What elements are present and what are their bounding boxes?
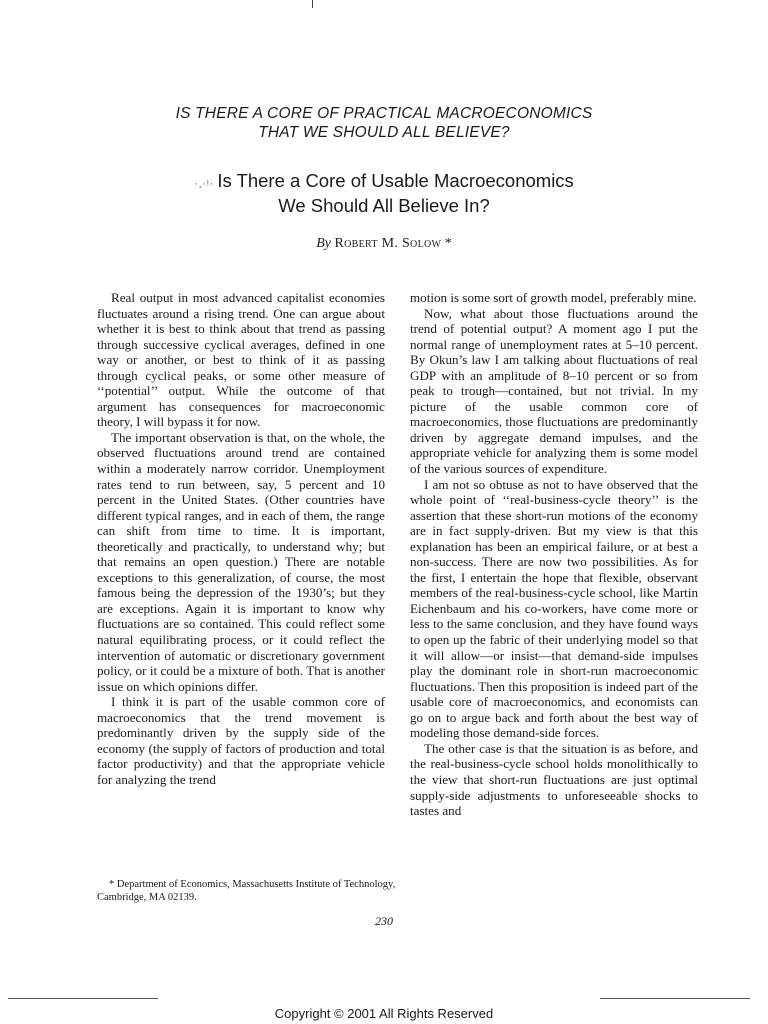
byline (0, 236, 768, 252)
byline-by: By (316, 236, 331, 251)
article-title-text-1: Is There a Core of Usable Macroeconomics (217, 170, 574, 191)
paragraph: The important observation is that, on the whole, the observed fluctuations around trend are contained within a moderately narrow corridor. Unemployment rates tend to run between, say, 5 percent and 10 percent in the United States. (Other countries have different typical ranges, and in each of them, the range can shift from time to time. It is important, theoretically and practically, to understand why; but that remains an open question.) There are notable exceptions to this generalization, of course, the most famous being the depression of the 1930’s; but they are exceptions. Again it is important to know why fluctuations are so contained. This could reflect some natural equilibrating process, or it could reflect the intervention of automatic or discretionary government policy, or it could be a mixture of both. That is another issue on which opinions differ. (97, 429, 385, 694)
title-scan-mark: ·‚·ᵎ· (194, 178, 215, 190)
section-title (0, 104, 768, 142)
article-title-line-2: We Should All Believe In? (278, 195, 490, 216)
scan-line-left (8, 998, 158, 999)
left-column (97, 290, 385, 788)
paragraph: Real output in most advanced capitalist economies fluctuates around a rising trend. One can argue about whether it is best to think about that trend as passing through successive cyclical averages, defined in one way or another, or best to think of it as passing through cyclical peaks, or some other measure of ‘‘potential’’ output. While the outcome of that argument has consequences for macroeconomic theory, I will bypass it for now. (97, 290, 385, 430)
page-number: 230 (375, 914, 393, 928)
article-title-line-1 (0, 170, 768, 195)
byline-author: Robert M. Solow (334, 236, 442, 251)
footnote: * Department of Economics, Massachusetts Institute of Technology, Cambridge, MA 02139. (97, 879, 396, 903)
paragraph: The other case is that the situation is as before, and the real-business-cycle school holds monolithically to the view that short-run fluctuations are just optimal supply-side adjustments to unforeseeable shocks to tastes and (410, 740, 698, 819)
scan-line-right (600, 998, 750, 999)
section-title-line-1: IS THERE A CORE OF PRACTICAL MACROECONOMICS (175, 105, 593, 122)
paragraph-continued: motion is some sort of growth model, preferably mine. (410, 290, 697, 305)
article-title (0, 170, 768, 217)
author-footnote-mark: * (441, 236, 452, 251)
paragraph: I am not so obtuse as not to have observed that the whole point of ‘‘real-business-cycle theory’’ is the assertion that these short-run motions of the economy are in fact supply-driven. But my view is that this explanation has been an empirical failure, or at best a non-success. There are now two possibilities. As for the first, I entertain the hope that flexible, observant members of the real-business-cycle school, like Martin Eichenbaum and his co-workers, have come more or less to the same conclusion, and they have found ways to open up the fabric of their underlying model so that it will allow—or insist—that demand-side impulses play the dominant role in short-run macroeconomic fluctuations. Then this proposition is indeed part of the usable core of macroeconomics, and economists can go on to argue back and forth about the best way of modeling those demand-side forces. (410, 476, 698, 741)
copyright-notice: Copyright © 2001 All Rights Reserved (274, 1006, 494, 1021)
scan-mark-top (312, 0, 313, 8)
section-title-line-2: THAT WE SHOULD ALL BELIEVE? (258, 124, 510, 141)
paragraph: I think it is part of the usable common core of macroeconomics that the trend movement is predominantly driven by the supply side of the economy (the supply of factors of production and total factor productivity) and that the appropriate vehicle for analyzing the trend (97, 694, 385, 787)
paragraph: Now, what about those fluctuations around the trend of potential output? A moment ago I put the normal range of unemployment rates at 5–10 percent. By Okun’s law I am talking about fluctuations of real GDP with an amplitude of 8–10 percent or so from peak to trough—contained, but not trivial. In my picture of the usable common core of macroeconomics, those fluctuations are predominantly driven by aggregate demand impulses, and the appropriate vehicle for analyzing them is some model of the various sources of expenditure. (410, 305, 698, 477)
right-column (410, 290, 698, 819)
